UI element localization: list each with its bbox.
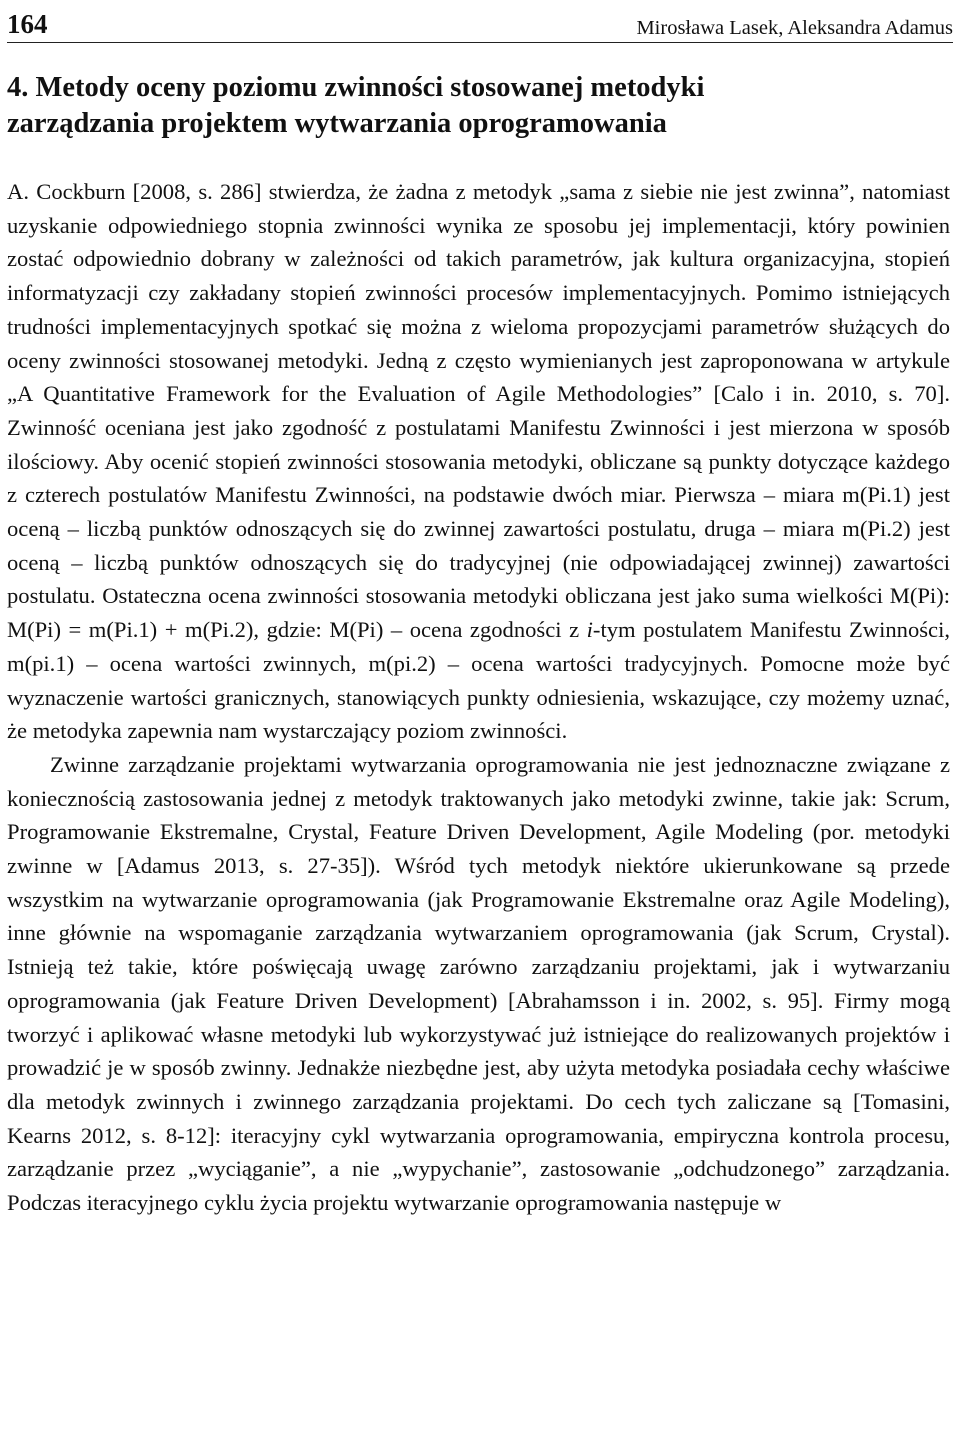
paragraph-2: Zwinne zarządzanie projektami wytwarzania oprogramowania nie jest jednoznaczne związane z koniecznością zastosowania jednej z metodyk traktowanych jako metodyki zwinne, takie jak: Scrum, Programowanie Ekstremalne, Crystal, Feature Driven Development, Agile Modeling (por. metodyki zwinne w [Adamus 2013, s. 27-35]). Wśród tych metodyk niektóre ukierunkowane są przede wszystkim na wytwarzanie oprogramowania (jak Programowanie Ekstremalne oraz Agile Modeling), inne głównie na wspomaganie zarządzania wytwarzaniem oprogramowania (jak Scrum, Crystal). Istnieją też takie, które poświęcają uwagę zarówno zarządzaniu projektami, jak i wytwarzaniu oprogramowania (jak Feature Driven Development) [Abrahamsson i in. 2002, s. 95]. Firmy mogą tworzyć i aplikować własne metodyki lub wykorzystywać już istniejące do realizowanych projektów i prowadzić je w sposób zwinny. Jednakże niezbędne jest, aby użyta metodyka posiadała cechy właściwe dla metodyk zwinnych i zwinnego zarządzania projektami. Do cech tych zaliczane są [Tomasini, Kearns 2012, s. 8-12]: iteracyjny cykl wytwarzania oprogramowania, empiryczna kontrola procesu, zarządzanie przez „wyciąganie”, a nie „wypychanie”, zastosowanie „odchudzonego” zarządzania. Podczas iteracyjnego cyklu życia projektu wytwarzanie oprogramowania następuje w: [7, 751, 950, 1216]
running-head: [7, 0, 953, 43]
running-head-authors: Mirosława Lasek, Aleksandra Adamus: [636, 16, 953, 39]
paragraph-1: [7, 175, 950, 748]
body-text: [7, 175, 950, 1220]
page-number: 164: [7, 9, 48, 39]
paragraph-1-text-b: -tym postulatem Manifestu Zwinności, m(pi.1) – ocena wartości zwinnych, m(pi.2) – ocena wartości tradycyjnych. Pomocne może być wyznaczenie wartości granicznych, stanowiących punkty odniesienia, wskazujące, czy możemy uznać, że metodyka zapewnia nam wystarczający poziom zwinności.: [7, 617, 950, 744]
section-heading-line-2: zarządzania projektem wytwarzania oprogramowania: [7, 108, 667, 139]
section-heading-line-1: 4. Metody oceny poziomu zwinności stosowanej metodyki: [7, 72, 705, 103]
italic-variable-i: i: [586, 617, 593, 643]
paragraph-1-text-a: A. Cockburn [2008, s. 286] stwierdza, że żadna z metodyk „sama z siebie nie jest zwinna”, natomiast uzyskanie odpowiedniego stopnia zwinności wynika ze sposobu jej implementacji, który powinien zostać odpowiednio dobrany w zależności od takich parametrów, jak kultura organizacyjna, stopień informatyzacji czy zakładany stopień zwinności procesów implementacyjnych. Pomimo istniejących trudności implementacyjnych spotkać się można z wieloma propozycjami parametrów służących do oceny zwinności stosowanej metodyki. Jedną z często wymienianych jest zaproponowana w artykule „A Quantitative Framework for the Evaluation of Agile Methodologies” [Calo i in. 2010, s. 70]. Zwinność oceniana jest jako zgodność z postulatami Manifestu Zwinności i jest mierzona w sposób ilościowy. Aby ocenić stopień zwinności stosowania metodyki, obliczane są punkty dotyczące każdego z czterech postulatów Manifestu Zwinności, na podstawie dwóch miar. Pierwsza – miara m(Pi.1) jest oceną – liczbą punktów odnoszących się do zwinnej zawartości postulatu, druga – miara m(Pi.2) jest oceną – liczbą punktów odnoszących się do tradycyjnej (nie odpowiadającej zwinnej) zawartości postulatu. Ostateczna ocena zwinności stosowania metodyki obliczana jest jako suma wielkości M(Pi): M(Pi) = m(Pi.1) + m(Pi.2), gdzie: M(Pi) – ocena zgodności z: [7, 179, 950, 643]
section-heading: [7, 70, 950, 142]
